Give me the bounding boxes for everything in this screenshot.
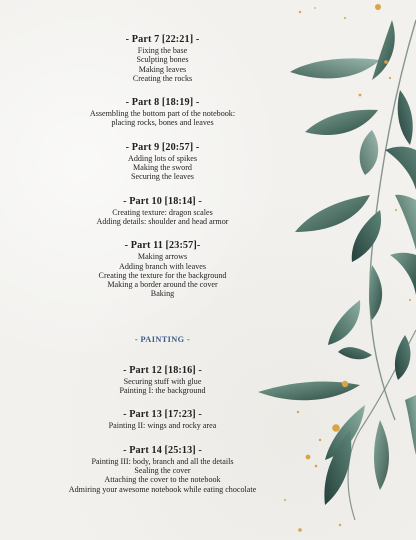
part-section [55, 240, 270, 298]
part-title: - Part 9 [20:57] - [125, 141, 200, 153]
part-step: Adding details: shoulder and head armor [96, 216, 229, 226]
part-step: Attaching the cover to the notebook [104, 475, 221, 485]
part-title: - Part 13 [17:23] - [123, 409, 202, 421]
part-section [55, 34, 270, 83]
painting-heading: - PAINTING - [134, 334, 191, 344]
part-step: Securing stuff with glue [123, 376, 202, 386]
part-step: Making leaves [138, 64, 187, 74]
part-step: Sealing the cover [134, 465, 191, 475]
part-step: Fixing the base [137, 46, 188, 55]
part-section [55, 445, 270, 494]
part-step: Baking [150, 289, 175, 299]
part-section [55, 365, 270, 396]
part-section [55, 196, 270, 227]
part-step: Admiring your awesome notebook while eating chocolate [68, 484, 257, 494]
part-title: - Part 11 [23:57]- [124, 240, 201, 252]
part-step: Painting I: the background [119, 386, 206, 396]
part-step: Creating the rocks [132, 73, 193, 83]
part-step: Adding lots of spikes [127, 153, 198, 163]
part-title: - Part 14 [25:13] - [123, 444, 202, 456]
part-step: Making arrows [137, 252, 188, 262]
part-step: Sculpting bones [136, 55, 189, 65]
part-section [55, 409, 270, 430]
part-title: - Part 10 [18:14] - [123, 195, 202, 207]
part-title: - Part 7 [22:21] - [125, 34, 200, 45]
part-step: Painting II: wings and rocky area [108, 421, 217, 431]
part-step: Adding branch with leaves [119, 261, 206, 271]
part-title: - Part 8 [18:19] - [125, 97, 200, 109]
part-section [55, 97, 270, 128]
part-step: placing rocks, bones and leaves [111, 118, 214, 128]
part-list [55, 34, 270, 494]
part-step: Painting III: body, branch and all the details [91, 456, 234, 466]
part-section [55, 142, 270, 182]
part-step: Making the sword [133, 163, 192, 173]
part-step: Assembling the bottom part of the notebook: [89, 109, 236, 119]
part-step: Securing the leaves [131, 172, 194, 182]
part-step: Making a border around the cover [107, 280, 218, 290]
part-title: - Part 12 [18:16] - [123, 364, 202, 376]
part-step: Creating the texture for the background [98, 270, 227, 280]
part-step: Creating texture: dragon scales [112, 207, 213, 217]
